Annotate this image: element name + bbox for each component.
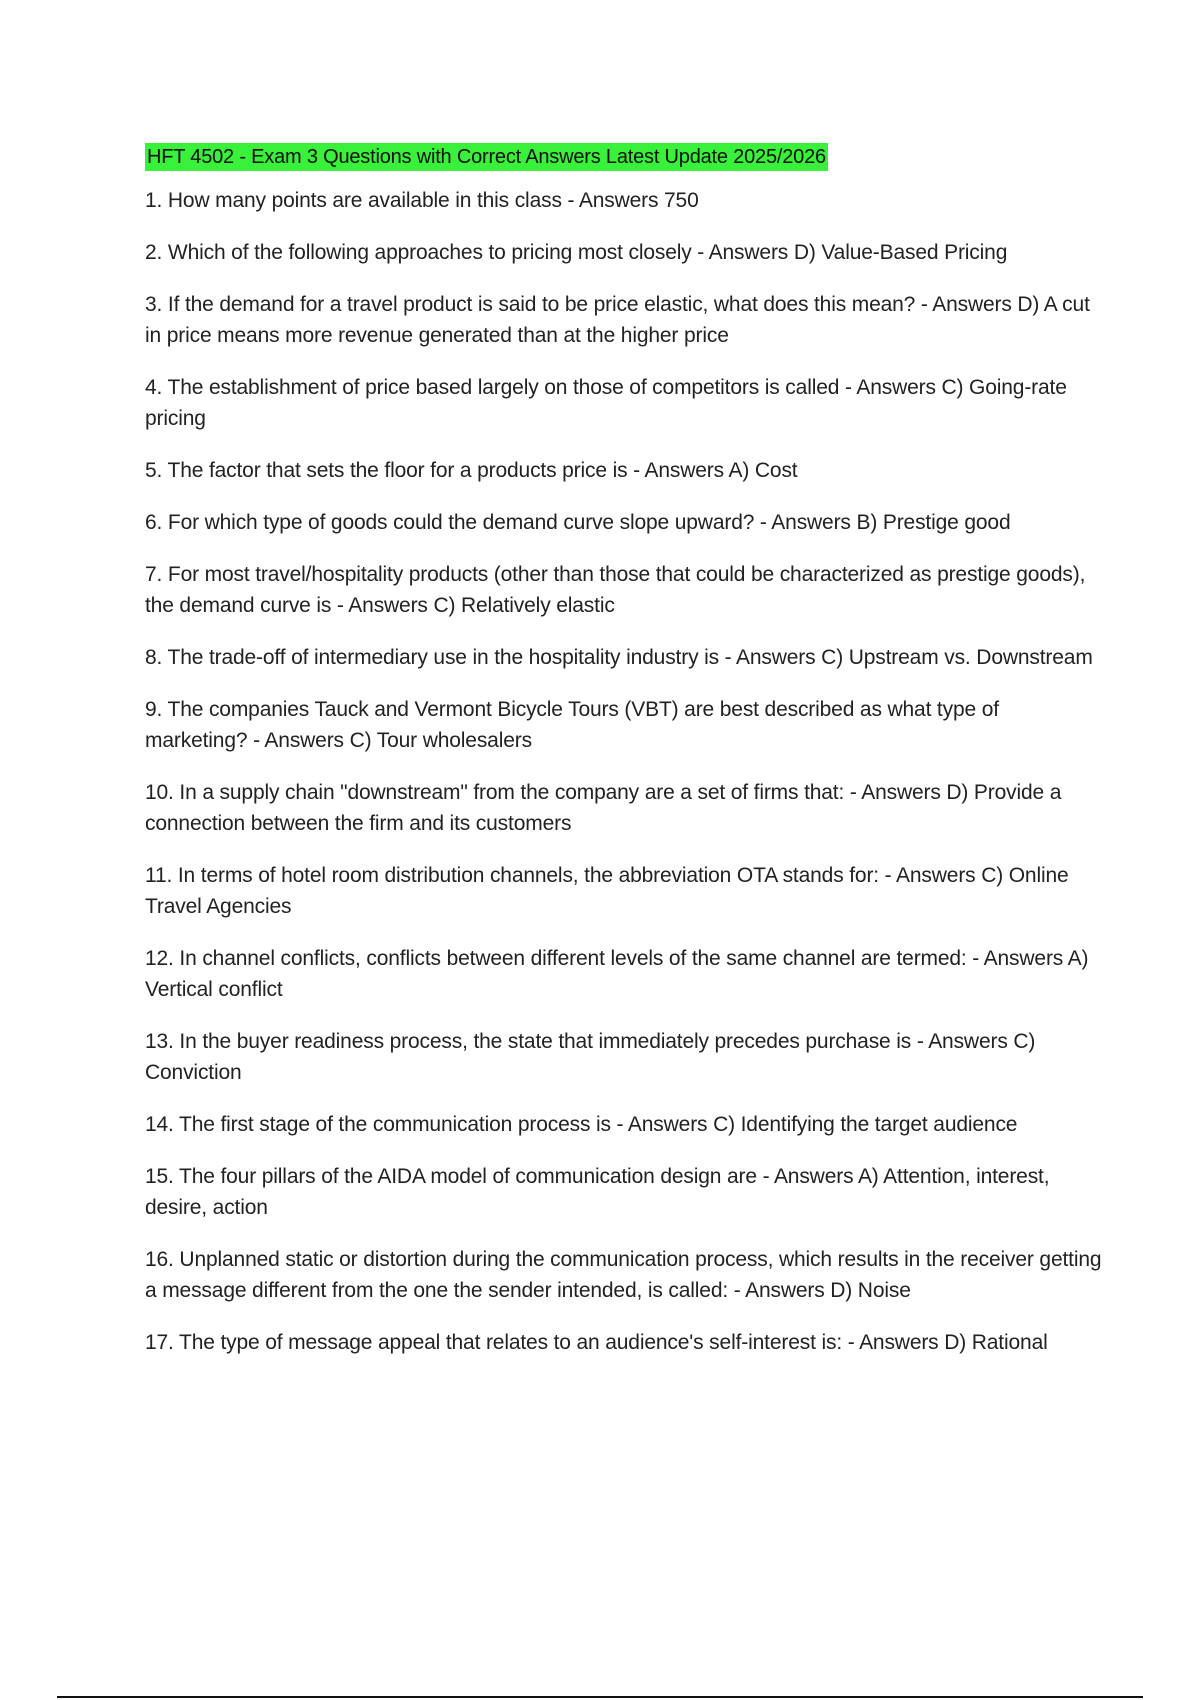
- question-item: 13. In the buyer readiness process, the state that immediately precedes purchase is - Answers C) Conviction: [145, 1030, 1036, 1084]
- document-content: [145, 143, 1105, 1379]
- question-item: 6. For which type of goods could the demand curve slope upward? - Answers B) Prestige good: [145, 511, 1011, 534]
- footer-rule: [57, 1696, 1143, 1698]
- question-item: 8. The trade-off of intermediary use in the hospitality industry is - Answers C) Upstream vs. Downstream: [145, 646, 1093, 669]
- question-item: 1. How many points are available in this class - Answers 750: [145, 189, 699, 212]
- question-list: [145, 185, 1105, 1358]
- question-item: 17. The type of message appeal that relates to an audience's self-interest is: - Answers D) Rational: [145, 1331, 1048, 1354]
- question-item: 12. In channel conflicts, conflicts between different levels of the same channel are termed: - Answers A) Vertical conflict: [145, 947, 1089, 1001]
- question-item: 15. The four pillars of the AIDA model of communication design are - Answers A) Attention, interest, desire, action: [145, 1165, 1050, 1219]
- document-title: HFT 4502 - Exam 3 Questions with Correct Answers Latest Update 2025/2026: [145, 143, 828, 171]
- question-item: 3. If the demand for a travel product is said to be price elastic, what does this mean? - Answers D) A cut in price means more revenue generated than at the higher price: [145, 293, 1090, 347]
- question-item: 7. For most travel/hospitality products (other than those that could be characterized as prestige goods), the demand curve is - Answers C) Relatively elastic: [145, 563, 1086, 617]
- question-item: 4. The establishment of price based largely on those of competitors is called - Answers C) Going-rate pricing: [145, 376, 1067, 430]
- question-item: 2. Which of the following approaches to pricing most closely - Answers D) Value-Based Pricing: [145, 241, 1008, 264]
- question-item: 5. The factor that sets the floor for a products price is - Answers A) Cost: [145, 459, 798, 482]
- question-item: 9. The companies Tauck and Vermont Bicycle Tours (VBT) are best described as what type of marketing? - Answers C) Tour wholesalers: [145, 698, 999, 752]
- question-item: 10. In a supply chain "downstream" from the company are a set of firms that: - Answers D) Provide a connection between the firm and its customers: [145, 781, 1062, 835]
- question-item: 16. Unplanned static or distortion during the communication process, which results in the receiver getting a message different from the one the sender intended, is called: - Answers D) Noise: [145, 1248, 1102, 1302]
- question-item: 14. The first stage of the communication process is - Answers C) Identifying the target audience: [145, 1113, 1018, 1136]
- question-item: 11. In terms of hotel room distribution channels, the abbreviation OTA stands for: - Answers C) Online Travel Agencies: [145, 864, 1069, 918]
